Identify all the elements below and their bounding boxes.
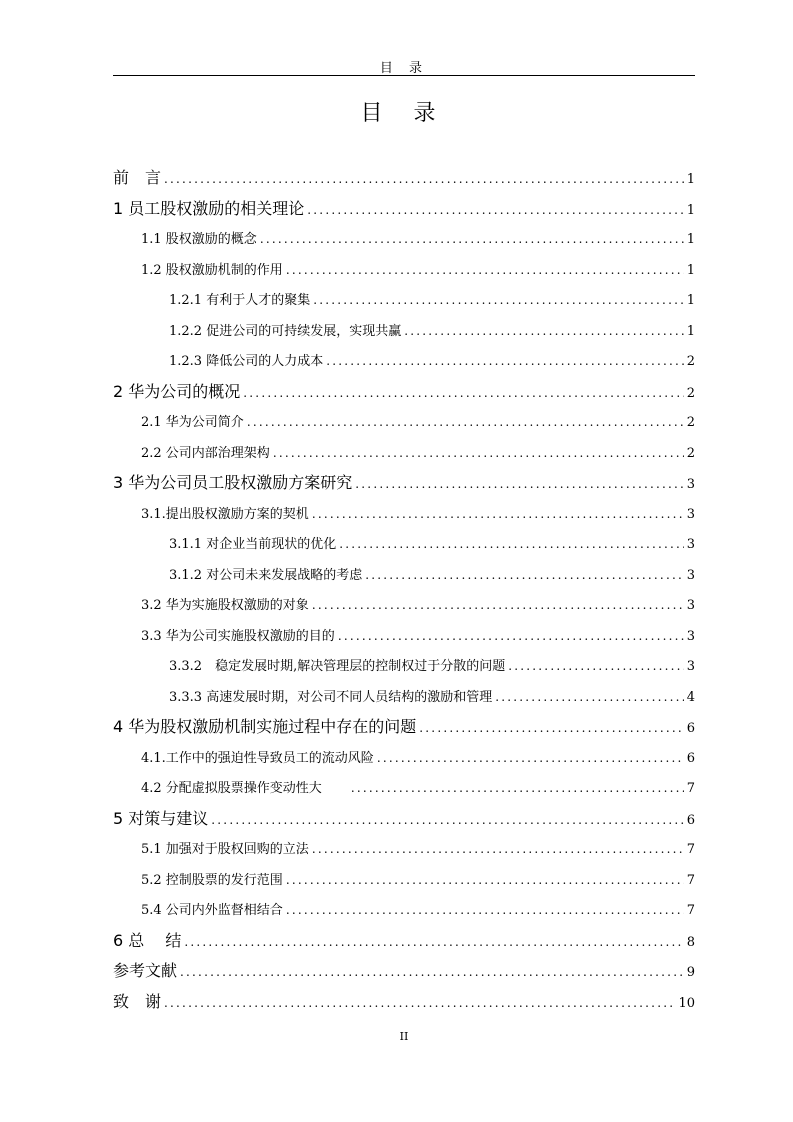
toc-entry[interactable] [113,346,695,377]
toc-entry-label: 5 对策与建议 [113,808,209,828]
toc-entry-page: 3 [686,477,695,492]
toc-entry-label: 3.2 华为实施股权激励的对象 [141,598,309,613]
toc-entry-label: 3 华为公司员工股权激励方案研究 [113,473,353,492]
dot-leader [313,285,684,316]
dot-leader [260,224,684,255]
toc-entry-page: 3 [686,628,695,644]
toc-entry-page: 6 [686,812,695,828]
toc-entry-page: 7 [686,872,695,888]
toc-entry[interactable] [113,590,695,621]
toc-entry-label: 2.2 公司内部治理架构 [141,445,270,461]
page-number: II [399,1030,409,1043]
toc-entry-label: 4.2 分配虚拟股票操作变动性大 [141,781,348,796]
toc-entry-page: 7 [686,903,695,918]
toc-entry[interactable] [113,987,695,1018]
toc-entry[interactable] [113,712,695,743]
toc-entry[interactable] [113,743,695,774]
toc-entry[interactable] [113,529,695,560]
toc-entry-label: 4 华为股权激励机制实施过程中存在的问题 [113,717,417,736]
toc-entry[interactable] [113,621,695,652]
toc-entry-label: 前 言 [113,168,162,187]
toc-entry-label: 3.1.提出股权激励方案的契机 [141,506,309,522]
toc-entry-page: 8 [686,934,695,950]
toc-entry-page: 7 [686,781,695,796]
running-header: 目 录 [379,61,429,76]
toc-entry-label: 致 谢 [113,991,162,1011]
toc-entry-page: 3 [686,598,695,613]
toc-entry[interactable] [113,560,695,591]
toc-entry[interactable] [113,224,695,255]
toc-entry[interactable] [113,956,695,987]
dot-leader [164,164,684,194]
dot-leader [273,438,684,469]
toc-entry[interactable] [113,926,695,957]
toc-entry-label: 3.3.3 高速发展时期，对公司不同人员结构的激励和管理 [169,689,493,705]
toc-entry-label: 3.3 华为公司实施股权激励的目的 [141,628,335,644]
dot-leader [338,621,684,652]
toc-entry-label: 1.2 股权激励机制的作用 [141,262,283,278]
toc-entry-page: 1 [686,323,695,339]
toc-entry-page: 3 [686,567,695,583]
dot-leader [377,743,684,774]
toc-entry-page: 2 [686,385,695,401]
toc-entry-page: 7 [686,842,695,857]
dot-leader [184,927,683,957]
toc-entry[interactable] [113,438,695,469]
dot-leader [312,590,684,621]
toc-entry-label: 5.2 控制股票的发行范围 [141,872,283,888]
toc-entry-label: 3.1.1 对企业当前现状的优化 [169,537,337,552]
toc-entry[interactable] [113,895,695,926]
dot-leader [508,651,684,682]
dot-leader [365,560,684,591]
toc-entry[interactable] [113,773,695,804]
dot-leader [243,378,683,408]
toc-entry-label: 1.2.3 降低公司的人力成本 [169,354,324,369]
table-of-contents [113,163,695,1017]
dot-leader [164,988,675,1018]
toc-entry-label: 1 员工股权激励的相关理论 [113,198,305,218]
toc-entry-page: 1 [686,202,695,218]
toc-entry-label: 3.3.2 稳定发展时期,解决管理层的控制权过于分散的问题 [169,659,506,674]
toc-entry[interactable] [113,316,695,347]
toc-entry-page: 10 [678,995,695,1011]
toc-entry-page: 1 [686,172,695,187]
toc-entry-page: 2 [686,415,695,430]
toc-entry-label: 3.1.2 对公司未来发展战略的考虑 [169,567,363,583]
toc-entry-page: 2 [686,445,695,461]
toc-entry[interactable] [113,255,695,286]
dot-leader [404,316,684,347]
toc-entry-page: 3 [686,537,695,552]
toc-entry[interactable] [113,377,695,408]
dot-leader [326,346,684,377]
header-rule [113,75,695,76]
toc-entry[interactable] [113,285,695,316]
toc-entry[interactable] [113,682,695,713]
toc-entry-label: 5.1 加强对于股权回购的立法 [141,842,309,857]
toc-entry-label: 6 总 结 [113,930,182,950]
toc-entry[interactable] [113,407,695,438]
dot-leader [286,895,684,926]
dot-leader [286,865,684,896]
dot-leader [351,773,684,804]
toc-entry-page: 2 [686,354,695,369]
toc-entry-label: 参考文献 [113,961,178,980]
dot-leader [180,957,684,987]
toc-entry-page: 3 [686,659,695,674]
dot-leader [247,407,684,438]
toc-entry-page: 9 [686,965,695,980]
dot-leader [312,834,684,865]
toc-entry[interactable] [113,865,695,896]
toc-entry-label: 1.2.1 有利于人才的聚集 [169,293,311,308]
toc-entry[interactable] [113,468,695,499]
toc-entry[interactable] [113,194,695,225]
toc-title: 目 录 [360,101,448,126]
toc-entry-page: 3 [686,506,695,522]
toc-entry[interactable] [113,834,695,865]
toc-entry-label: 2.1 华为公司简介 [141,415,244,430]
dot-leader [419,713,683,743]
toc-entry[interactable] [113,804,695,835]
toc-entry-label: 4.1.工作中的强迫性导致员工的流动风险 [141,750,374,766]
dot-leader [211,805,683,835]
dot-leader [495,682,684,713]
toc-entry-label: 1.1 股权激励的概念 [141,232,257,247]
toc-entry[interactable] [113,163,695,194]
dot-leader [312,499,684,530]
toc-entry[interactable] [113,651,695,682]
toc-entry-label: 2 华为公司的概况 [113,381,241,401]
toc-entry-page: 1 [686,232,695,247]
toc-entry-page: 6 [686,721,695,736]
toc-entry-page: 4 [686,689,695,705]
dot-leader [307,195,683,225]
toc-entry[interactable] [113,499,695,530]
toc-entry-label: 5.4 公司内外监督相结合 [141,903,283,918]
dot-leader [355,469,683,499]
toc-entry-page: 1 [686,293,695,308]
toc-entry-label: 1.2.2 促进公司的可持续发展，实现共赢 [169,323,402,339]
dot-leader [286,255,684,286]
toc-entry-page: 6 [686,750,695,766]
dot-leader [339,529,684,560]
toc-entry-page: 1 [686,262,695,278]
